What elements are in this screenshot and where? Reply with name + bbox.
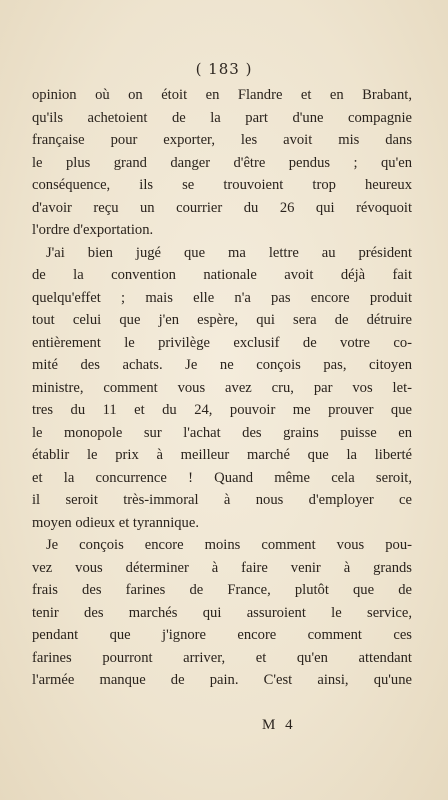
paragraph-start-line: J'ai bien jugé que ma lettre au président (46, 244, 412, 261)
text-line: tres du 11 et du 24, pouvoir me prouver que (32, 402, 412, 418)
paragraph-end-line: moyen odieux et tyrannique. (32, 514, 199, 531)
text-line: tenir des marchés qui assuroient le service, (32, 604, 412, 621)
text-line: l'armée manque de pain. C'est ainsi, qu'une (32, 672, 412, 688)
text-line: tout celui que j'en espère, qui sera de détruire (32, 312, 412, 328)
text-line: conséquence, ils se trouvoient trop heureux (32, 177, 412, 193)
text-line: ministre, comment vous avez cru, par vos let- (32, 379, 412, 396)
text-line: opinion où on étoit en Flandre et en Brabant, (32, 87, 412, 103)
text-line: pendant que j'ignore encore comment ces (32, 627, 412, 643)
text-line: mité des achats. Je ne conçois pas, citoyen (32, 357, 412, 373)
text-line: farines pourront arriver, et qu'en attendant (32, 649, 412, 666)
signature-mark: M 4 (262, 717, 296, 733)
text-line: quelqu'effet ; mais elle n'a pas encore produit (32, 289, 412, 306)
page-number: ( 183 ) (195, 60, 253, 78)
text-line: française pour exporter, les avoit mis dans (32, 132, 412, 148)
body-text (32, 84, 412, 692)
text-line: frais des farines de France, plutôt que de (32, 582, 412, 598)
text-line: entièrement le privilège exclusif de votre co- (32, 334, 412, 351)
text-line: établir le prix à meilleur marché que la liberté (32, 447, 412, 463)
text-line: qu'ils achetoient de la part d'une compagnie (32, 109, 412, 126)
text-line: le plus grand danger d'être pendus ; qu'en (32, 154, 412, 171)
paragraph-start-line: Je conçois encore moins comment vous pou- (46, 537, 412, 553)
text-line: il seroit très-immoral à nous d'employer ce (32, 492, 412, 508)
text-line: vez vous déterminer à faire venir à grands (32, 559, 412, 576)
text-line: d'avoir reçu un courrier du 26 qui révoquoit (32, 199, 412, 216)
text-line: et la concurrence ! Quand même cela seroit, (32, 469, 412, 486)
text-line: le monopole sur l'achat des grains puisse en (32, 424, 412, 441)
text-line: de la convention nationale avoit déjà fait (32, 267, 412, 283)
paragraph-end-line: l'ordre d'exportation. (32, 222, 154, 238)
